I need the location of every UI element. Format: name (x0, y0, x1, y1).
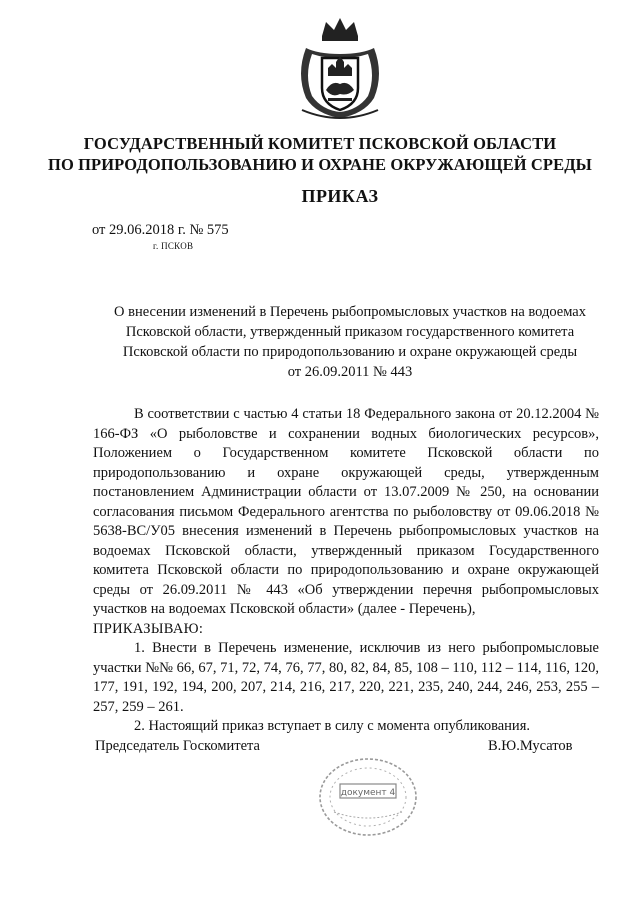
subject-line-1: О внесении изменений в Перечень рыбопромысловых участков на водоемах (114, 304, 586, 320)
signatory-position: Председатель Госкомитета (95, 738, 260, 754)
coat-of-arms-emblem (292, 14, 388, 124)
document-subject (70, 302, 630, 382)
subject-line-2: Псковской области, утвержденный приказом государственного комитета (125, 324, 575, 340)
order-item-1: 1. Внести в Перечень изменение, исключив из него рыбопромысловые участки №№ 66, 67, 71, 72, 74, 76, 77, 80, 82, 84, 85, 108 – 110, 112 – 114, 116, 120, 177, 191, 192, 194, 200, 207, 214, 216, 217, 220, 221, 235, 240, 244, 246, 253, 255 – 257, 259 – 261. (93, 640, 599, 715)
document-body (93, 405, 599, 737)
signatory-name: В.Ю.Мусатов (488, 738, 573, 754)
stamp-seal (314, 754, 422, 840)
subject-line-4: от 26.09.2011 № 443 (287, 364, 413, 380)
order-word: ПРИКАЗЫВАЮ: (93, 620, 204, 637)
org-line-2: ПО ПРИРОДОПОЛЬЗОВАНИЮ И ОХРАНЕ ОКРУЖАЮЩЕЙ СРЕДЫ (48, 155, 592, 174)
date-number: от 29.06.2018 г. № 575 (92, 222, 229, 238)
org-line-1: ГОСУДАРСТВЕННЫЙ КОМИТЕТ ПСКОВСКОЙ ОБЛАСТИ (83, 134, 557, 153)
subject-line-3: Псковской области по природопользованию и охране окружающей среды (122, 344, 578, 360)
svg-text:документ 4: документ 4 (340, 788, 396, 798)
document-type-title: ПРИКАЗ (301, 186, 379, 206)
order-item-2: 2. Настоящий приказ вступает в силу с момента опубликования. (134, 718, 530, 734)
organization-name (40, 133, 600, 175)
city: г. ПСКОВ (153, 241, 194, 251)
preamble-paragraph: В соответствии с частью 4 статьи 18 Федерального закона от 20.12.2004 № 166-ФЗ «О рыболовстве и сохранении водных биологических ресурсов», Положением о Государственном комитете Псковской области по природопользованию и охране окружающей среды, утвержденным постановлением Администрации области от 13.07.2009 № 250, на основании согласования письмом Федерального агентства по рыболовству от 09.06.2018 № 5638-ВС/У05 внесения изменений в Перечень рыбопромысловых участков на водоемах Псковской области, утвержденный приказом Государственного комитета Псковской области по природопользованию и охране окружающей среды от 26.09.2011 № 443 «Об утверждении перечня рыбопромысловых участков на водоемах Псковской области» (далее - Перечень), (93, 406, 599, 617)
